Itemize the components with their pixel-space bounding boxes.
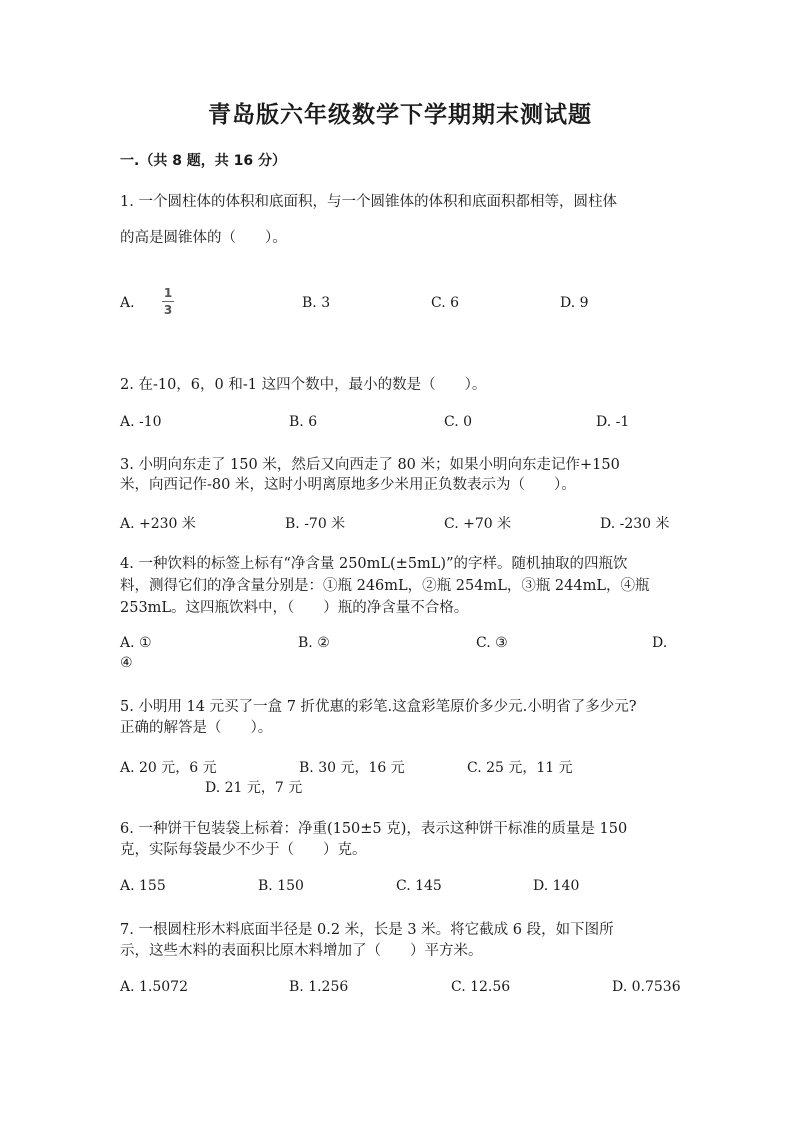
question-2-line-1: 2. 在-10，6，0 和-1 这四个数中，最小的数是（ ）。	[120, 377, 487, 393]
question-4-line-3: 253mL。这四瓶饮料中，（ ）瓶的净含量不合格。	[120, 600, 469, 616]
question-5-option-a: A. 20 元，6 元	[120, 760, 217, 776]
question-2-option-c: C. 0	[444, 414, 473, 430]
question-7-option-d: D. 0.7536	[612, 979, 681, 995]
question-1-line-2: 的高是圆锥体的（ ）。	[120, 230, 287, 246]
question-7-option-b: B. 1.256	[289, 979, 349, 995]
question-7-option-c: C. 12.56	[451, 979, 511, 995]
question-4-option-d-value: ④	[120, 655, 133, 671]
page-title: 青岛版六年级数学下学期期末测试题	[208, 102, 592, 128]
question-7-option-a: A. 1.5072	[120, 979, 188, 995]
question-6-option-b: B. 150	[258, 878, 304, 894]
question-7-line-2: 示，这些木料的表面积比原木料增加了（ ）平方米。	[120, 943, 483, 959]
question-6-option-c: C. 145	[396, 878, 442, 894]
question-4-option-b: B. ②	[298, 635, 330, 651]
fraction-bar	[162, 301, 174, 302]
question-6-line-1: 6. 一种饼干包装袋上标着：净重(150±5 克)，表示这种饼干标准的质量是 150	[120, 821, 628, 837]
question-4-option-d: D.	[652, 635, 668, 651]
question-4-line-2: 料，测得它们的净含量分别是：①瓶 246mL，②瓶 254mL，③瓶 244mL，④瓶	[120, 578, 650, 594]
question-3-line-2: 米，向西记作-80 米，这时小明离原地多少米用正负数表示为（ ）。	[120, 477, 576, 493]
fraction-numerator: 1	[163, 286, 173, 300]
question-6-option-d: D. 140	[533, 878, 580, 894]
question-4-option-c: C. ③	[476, 635, 508, 651]
question-5-line-2: 正确的解答是（ ）。	[120, 720, 273, 736]
question-3-line-1: 3. 小明向东走了 150 米，然后又向西走了 80 米；如果小明向东走记作+150	[120, 457, 620, 473]
question-1-line-1: 1. 一个圆柱体的体积和底面积，与一个圆锥体的体积和底面积都相等，圆柱体	[120, 194, 617, 210]
question-6-line-2: 克，实际每袋最少不少于（ ）克。	[120, 842, 367, 858]
question-2-option-a: A. -10	[120, 414, 162, 430]
question-6-option-a: A. 155	[120, 878, 166, 894]
question-3-option-d: D. -230 米	[600, 516, 670, 532]
question-3-option-a: A. +230 米	[120, 516, 196, 532]
fraction-one-third	[160, 286, 176, 317]
question-1-option-a: A.	[120, 295, 135, 311]
question-3-option-c: C. +70 米	[444, 516, 512, 532]
question-5-option-d: D. 21 元，7 元	[205, 780, 303, 796]
question-2-option-b: B. 6	[289, 414, 318, 430]
question-5-option-b: B. 30 元，16 元	[299, 760, 405, 776]
question-5-option-c: C. 25 元，11 元	[467, 760, 573, 776]
question-5-line-1: 5. 小明用 14 元买了一盒 7 折优惠的彩笔.这盒彩笔原价多少元.小明省了多少元?	[120, 699, 637, 715]
question-1-option-b: B. 3	[302, 295, 331, 311]
fraction-denominator: 3	[163, 303, 173, 317]
question-3-option-b: B. -70 米	[285, 516, 346, 532]
question-1-option-d: D. 9	[560, 295, 589, 311]
question-4-option-a: A. ①	[120, 635, 152, 651]
question-2-option-d: D. -1	[596, 414, 630, 430]
question-4-line-1: 4. 一种饮料的标签上标有“净含量 250mL(±5mL)”的字样。随机抽取的四瓶饮	[120, 556, 628, 572]
question-1-option-c: C. 6	[431, 295, 460, 311]
question-7-line-1: 7. 一根圆柱形木料底面半径是 0.2 米，长是 3 米。将它截成 6 段，如下图所	[120, 922, 614, 938]
section-heading: 一.（共 8 题，共 16 分）	[120, 153, 287, 169]
